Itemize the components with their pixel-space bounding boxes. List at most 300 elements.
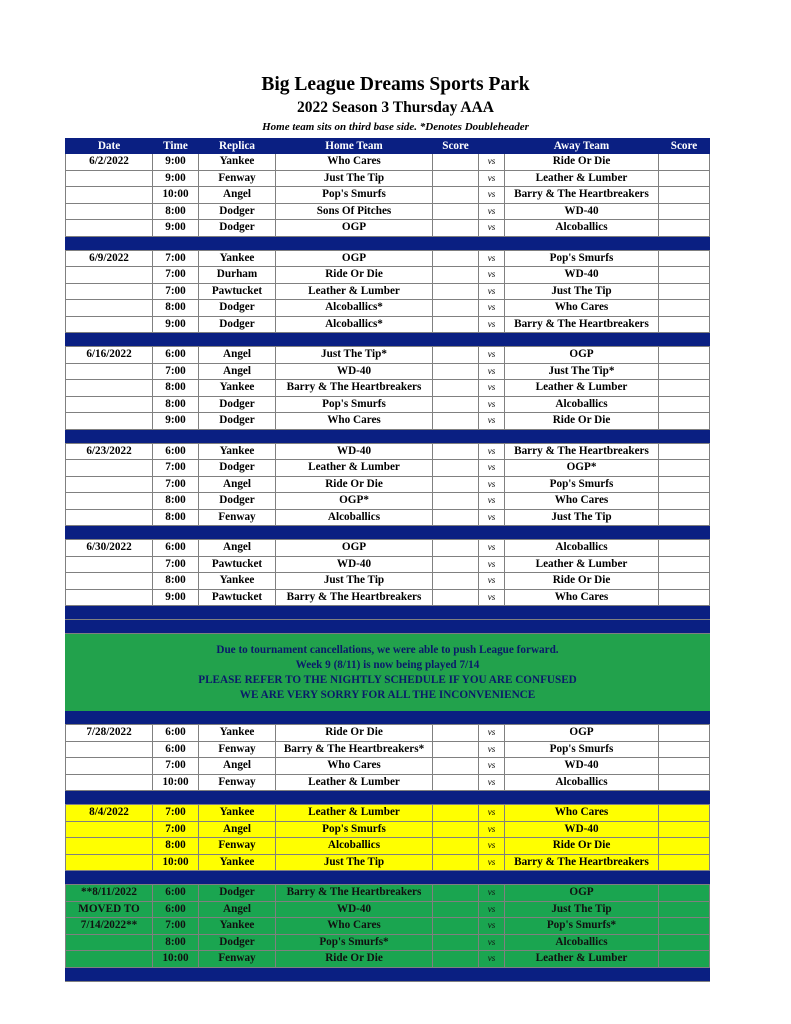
away-score <box>659 509 710 526</box>
game-row <box>66 556 710 573</box>
home-team: Pop's Smurfs <box>276 187 433 204</box>
separator-cell <box>199 967 276 981</box>
separator-cell <box>153 620 199 634</box>
col-away-team: Away Team <box>505 139 659 154</box>
home-team: Ride Or Die <box>276 267 433 284</box>
vs-label: vs <box>479 758 505 775</box>
game-row <box>66 885 710 902</box>
game-time: 7:00 <box>153 805 199 822</box>
separator-cell <box>479 606 505 620</box>
game-date <box>66 300 153 317</box>
game-date <box>66 380 153 397</box>
game-time: 8:00 <box>153 934 199 951</box>
separator-cell <box>276 711 433 725</box>
away-team: Just The Tip <box>505 509 659 526</box>
away-team: Barry & The Heartbreakers <box>505 854 659 871</box>
game-row <box>66 854 710 871</box>
game-row <box>66 805 710 822</box>
vs-label: vs <box>479 741 505 758</box>
game-replica-field: Dodger <box>199 460 276 477</box>
vs-label: vs <box>479 934 505 951</box>
home-score <box>433 396 479 413</box>
game-row <box>66 540 710 557</box>
vs-label: vs <box>479 493 505 510</box>
away-team: Barry & The Heartbreakers <box>505 187 659 204</box>
separator-cell <box>433 429 479 443</box>
home-score <box>433 805 479 822</box>
game-row <box>66 918 710 935</box>
game-row <box>66 413 710 430</box>
away-team: Leather & Lumber <box>505 556 659 573</box>
announcement-line: WE ARE VERY SORRY FOR ALL THE INCONVENIENCE <box>239 689 536 701</box>
game-time: 9:00 <box>153 316 199 333</box>
away-score <box>659 413 710 430</box>
game-date <box>66 774 153 791</box>
separator-cell <box>433 871 479 885</box>
separator-cell <box>276 606 433 620</box>
vs-label: vs <box>479 460 505 477</box>
home-score <box>433 300 479 317</box>
away-score <box>659 725 710 742</box>
game-replica-field: Yankee <box>199 725 276 742</box>
col-vs <box>479 139 505 154</box>
separator-cell <box>153 606 199 620</box>
vs-label: vs <box>479 267 505 284</box>
game-row <box>66 154 710 171</box>
game-replica-field: Pawtucket <box>199 589 276 606</box>
game-time: 9:00 <box>153 413 199 430</box>
separator-row <box>66 620 710 634</box>
separator-cell <box>433 620 479 634</box>
game-date <box>66 187 153 204</box>
home-team: Who Cares <box>276 918 433 935</box>
home-team: Barry & The Heartbreakers <box>276 885 433 902</box>
separator-cell <box>199 606 276 620</box>
game-replica-field: Dodger <box>199 220 276 237</box>
separator-cell <box>199 236 276 250</box>
separator-cell <box>199 711 276 725</box>
page-subtitle: 2022 Season 3 Thursday AAA <box>297 99 494 116</box>
away-team: Pop's Smurfs* <box>505 918 659 935</box>
home-score <box>433 154 479 171</box>
home-score <box>433 476 479 493</box>
game-row <box>66 838 710 855</box>
table-header-row <box>66 139 710 154</box>
separator-cell <box>479 791 505 805</box>
game-date <box>66 934 153 951</box>
home-score <box>433 821 479 838</box>
game-date <box>66 396 153 413</box>
game-replica-field: Angel <box>199 187 276 204</box>
home-team: Barry & The Heartbreakers <box>276 380 433 397</box>
game-replica-field: Dodger <box>199 934 276 951</box>
away-score <box>659 540 710 557</box>
home-team: OGP <box>276 250 433 267</box>
game-time: 7:00 <box>153 267 199 284</box>
vs-label: vs <box>479 918 505 935</box>
away-team: OGP <box>505 347 659 364</box>
away-score <box>659 460 710 477</box>
away-team: Who Cares <box>505 493 659 510</box>
game-time: 8:00 <box>153 838 199 855</box>
game-time: 7:00 <box>153 758 199 775</box>
away-score <box>659 838 710 855</box>
away-team: Alcoballics <box>505 540 659 557</box>
game-row <box>66 347 710 364</box>
separator-cell <box>153 429 199 443</box>
separator-row <box>66 333 710 347</box>
separator-cell <box>199 333 276 347</box>
announcement-line: Due to tournament cancellations, we were able to push League forward. <box>216 644 559 656</box>
away-score <box>659 203 710 220</box>
home-score <box>433 509 479 526</box>
separator-cell <box>505 967 659 981</box>
separator-cell <box>505 620 659 634</box>
away-score <box>659 316 710 333</box>
away-score <box>659 821 710 838</box>
away-score <box>659 556 710 573</box>
separator-cell <box>433 711 479 725</box>
game-time: 10:00 <box>153 774 199 791</box>
separator-cell <box>505 606 659 620</box>
away-score <box>659 283 710 300</box>
away-team: WD-40 <box>505 203 659 220</box>
away-team: Pop's Smurfs <box>505 741 659 758</box>
game-replica-field: Dodger <box>199 885 276 902</box>
separator-cell <box>659 620 710 634</box>
game-time: 10:00 <box>153 187 199 204</box>
separator-row <box>66 606 710 620</box>
separator-cell <box>659 333 710 347</box>
away-team: Just The Tip <box>505 283 659 300</box>
separator-cell <box>276 526 433 540</box>
away-team: Just The Tip <box>505 901 659 918</box>
away-score <box>659 187 710 204</box>
game-row <box>66 380 710 397</box>
home-score <box>433 901 479 918</box>
home-score <box>433 573 479 590</box>
separator-cell <box>505 333 659 347</box>
separator-row <box>66 791 710 805</box>
separator-cell <box>505 791 659 805</box>
separator-cell <box>479 711 505 725</box>
game-time: 9:00 <box>153 154 199 171</box>
home-score <box>433 250 479 267</box>
away-score <box>659 170 710 187</box>
game-time: 10:00 <box>153 854 199 871</box>
home-score <box>433 380 479 397</box>
col-replica: Replica <box>199 139 276 154</box>
game-row <box>66 220 710 237</box>
separator-row <box>66 236 710 250</box>
separator-cell <box>479 871 505 885</box>
game-replica-field: Durham <box>199 267 276 284</box>
home-score <box>433 316 479 333</box>
away-score <box>659 476 710 493</box>
game-row <box>66 283 710 300</box>
game-date: **8/11/2022 <box>66 885 153 902</box>
vs-label: vs <box>479 573 505 590</box>
vs-label: vs <box>479 725 505 742</box>
separator-cell <box>276 333 433 347</box>
home-team: Just The Tip <box>276 170 433 187</box>
announcement-row <box>66 634 710 711</box>
game-replica-field: Fenway <box>199 951 276 968</box>
vs-label: vs <box>479 380 505 397</box>
away-score <box>659 363 710 380</box>
away-team: Ride Or Die <box>505 838 659 855</box>
game-date <box>66 589 153 606</box>
game-row <box>66 901 710 918</box>
game-date <box>66 758 153 775</box>
separator-cell <box>433 526 479 540</box>
home-team: Alcoballics <box>276 509 433 526</box>
vs-label: vs <box>479 589 505 606</box>
home-score <box>433 267 479 284</box>
game-date <box>66 220 153 237</box>
separator-cell <box>659 606 710 620</box>
vs-label: vs <box>479 556 505 573</box>
home-team: Barry & The Heartbreakers <box>276 589 433 606</box>
game-time: 9:00 <box>153 220 199 237</box>
separator-cell <box>276 967 433 981</box>
away-score <box>659 885 710 902</box>
home-team: Barry & The Heartbreakers* <box>276 741 433 758</box>
col-away-score: Score <box>659 139 710 154</box>
separator-cell <box>479 526 505 540</box>
game-date: 8/4/2022 <box>66 805 153 822</box>
vs-label: vs <box>479 838 505 855</box>
game-replica-field: Angel <box>199 476 276 493</box>
separator-cell <box>153 333 199 347</box>
game-replica-field: Yankee <box>199 805 276 822</box>
away-team: Barry & The Heartbreakers <box>505 316 659 333</box>
game-row <box>66 396 710 413</box>
home-score <box>433 413 479 430</box>
separator-cell <box>66 526 153 540</box>
home-team: Sons Of Pitches <box>276 203 433 220</box>
game-replica-field: Fenway <box>199 838 276 855</box>
game-row <box>66 250 710 267</box>
away-team: Leather & Lumber <box>505 951 659 968</box>
home-score <box>433 854 479 871</box>
home-score <box>433 363 479 380</box>
away-team: Barry & The Heartbreakers <box>505 443 659 460</box>
home-score <box>433 934 479 951</box>
home-score <box>433 220 479 237</box>
game-row <box>66 443 710 460</box>
game-time: 8:00 <box>153 380 199 397</box>
separator-cell <box>66 236 153 250</box>
game-replica-field: Angel <box>199 758 276 775</box>
game-replica-field: Fenway <box>199 741 276 758</box>
away-team: Ride Or Die <box>505 413 659 430</box>
away-score <box>659 854 710 871</box>
game-time: 7:00 <box>153 283 199 300</box>
home-score <box>433 741 479 758</box>
away-score <box>659 220 710 237</box>
separator-cell <box>659 526 710 540</box>
home-score <box>433 951 479 968</box>
game-row <box>66 573 710 590</box>
away-score <box>659 741 710 758</box>
separator-cell <box>199 526 276 540</box>
game-date <box>66 316 153 333</box>
separator-cell <box>505 526 659 540</box>
separator-cell <box>66 606 153 620</box>
game-row <box>66 741 710 758</box>
game-date <box>66 460 153 477</box>
vs-label: vs <box>479 203 505 220</box>
home-team: Who Cares <box>276 413 433 430</box>
game-time: 9:00 <box>153 589 199 606</box>
home-score <box>433 725 479 742</box>
vs-label: vs <box>479 540 505 557</box>
game-replica-field: Angel <box>199 347 276 364</box>
home-score <box>433 170 479 187</box>
game-row <box>66 493 710 510</box>
vs-label: vs <box>479 154 505 171</box>
home-team: WD-40 <box>276 443 433 460</box>
separator-cell <box>153 236 199 250</box>
separator-cell <box>479 967 505 981</box>
game-date: 6/2/2022 <box>66 154 153 171</box>
home-team: Ride Or Die <box>276 476 433 493</box>
separator-row <box>66 871 710 885</box>
home-team: WD-40 <box>276 556 433 573</box>
vs-label: vs <box>479 283 505 300</box>
game-time: 7:00 <box>153 476 199 493</box>
separator-cell <box>276 791 433 805</box>
away-score <box>659 758 710 775</box>
away-score <box>659 805 710 822</box>
home-team: Leather & Lumber <box>276 774 433 791</box>
vs-label: vs <box>479 774 505 791</box>
game-replica-field: Pawtucket <box>199 283 276 300</box>
home-team: WD-40 <box>276 901 433 918</box>
separator-cell <box>479 429 505 443</box>
game-row <box>66 774 710 791</box>
game-time: 6:00 <box>153 885 199 902</box>
home-score <box>433 187 479 204</box>
separator-cell <box>66 333 153 347</box>
home-team: Alcoballics* <box>276 300 433 317</box>
game-date <box>66 951 153 968</box>
home-team: Ride Or Die <box>276 951 433 968</box>
away-team: Alcoballics <box>505 396 659 413</box>
game-time: 6:00 <box>153 901 199 918</box>
home-team: Leather & Lumber <box>276 460 433 477</box>
separator-cell <box>479 236 505 250</box>
home-team: OGP <box>276 540 433 557</box>
home-team: Just The Tip <box>276 573 433 590</box>
game-replica-field: Dodger <box>199 300 276 317</box>
vs-label: vs <box>479 396 505 413</box>
away-team: Alcoballics <box>505 934 659 951</box>
separator-cell <box>66 871 153 885</box>
home-score <box>433 774 479 791</box>
game-date: 7/28/2022 <box>66 725 153 742</box>
game-row <box>66 300 710 317</box>
separator-cell <box>199 871 276 885</box>
game-row <box>66 187 710 204</box>
game-time: 10:00 <box>153 951 199 968</box>
game-date <box>66 267 153 284</box>
away-team: Pop's Smurfs <box>505 250 659 267</box>
game-replica-field: Yankee <box>199 573 276 590</box>
game-date <box>66 741 153 758</box>
header-note: Home team sits on third base side. *Denotes Doubleheader <box>262 121 529 133</box>
vs-label: vs <box>479 316 505 333</box>
away-team: WD-40 <box>505 758 659 775</box>
separator-cell <box>479 333 505 347</box>
game-date <box>66 821 153 838</box>
separator-cell <box>479 620 505 634</box>
away-team: WD-40 <box>505 821 659 838</box>
game-row <box>66 170 710 187</box>
away-score <box>659 300 710 317</box>
separator-cell <box>276 429 433 443</box>
game-date <box>66 476 153 493</box>
game-row <box>66 821 710 838</box>
away-team: OGP <box>505 725 659 742</box>
game-date: 6/16/2022 <box>66 347 153 364</box>
game-time: 6:00 <box>153 741 199 758</box>
separator-cell <box>659 871 710 885</box>
col-time: Time <box>153 139 199 154</box>
away-team: WD-40 <box>505 267 659 284</box>
away-team: Ride Or Die <box>505 573 659 590</box>
game-time: 7:00 <box>153 556 199 573</box>
away-score <box>659 918 710 935</box>
away-score <box>659 267 710 284</box>
game-date: 6/30/2022 <box>66 540 153 557</box>
game-date <box>66 413 153 430</box>
game-date <box>66 573 153 590</box>
away-score <box>659 347 710 364</box>
game-date: 6/9/2022 <box>66 250 153 267</box>
away-team: Who Cares <box>505 589 659 606</box>
game-time: 7:00 <box>153 821 199 838</box>
separator-cell <box>659 711 710 725</box>
away-team: OGP* <box>505 460 659 477</box>
announcement-line: PLEASE REFER TO THE NIGHTLY SCHEDULE IF YOU ARE CONFUSED <box>198 674 577 686</box>
separator-cell <box>659 236 710 250</box>
game-date <box>66 509 153 526</box>
away-team: Ride Or Die <box>505 154 659 171</box>
away-team: Leather & Lumber <box>505 170 659 187</box>
away-score <box>659 573 710 590</box>
game-time: 8:00 <box>153 396 199 413</box>
game-time: 6:00 <box>153 725 199 742</box>
separator-cell <box>433 606 479 620</box>
separator-cell <box>659 429 710 443</box>
game-date <box>66 838 153 855</box>
away-score <box>659 934 710 951</box>
game-replica-field: Angel <box>199 540 276 557</box>
game-replica-field: Dodger <box>199 413 276 430</box>
home-team: Pop's Smurfs <box>276 821 433 838</box>
game-date <box>66 854 153 871</box>
separator-cell <box>433 236 479 250</box>
away-team: Alcoballics <box>505 220 659 237</box>
game-replica-field: Yankee <box>199 250 276 267</box>
home-score <box>433 918 479 935</box>
game-row <box>66 203 710 220</box>
home-team: Alcoballics* <box>276 316 433 333</box>
game-row <box>66 509 710 526</box>
home-team: Pop's Smurfs <box>276 396 433 413</box>
